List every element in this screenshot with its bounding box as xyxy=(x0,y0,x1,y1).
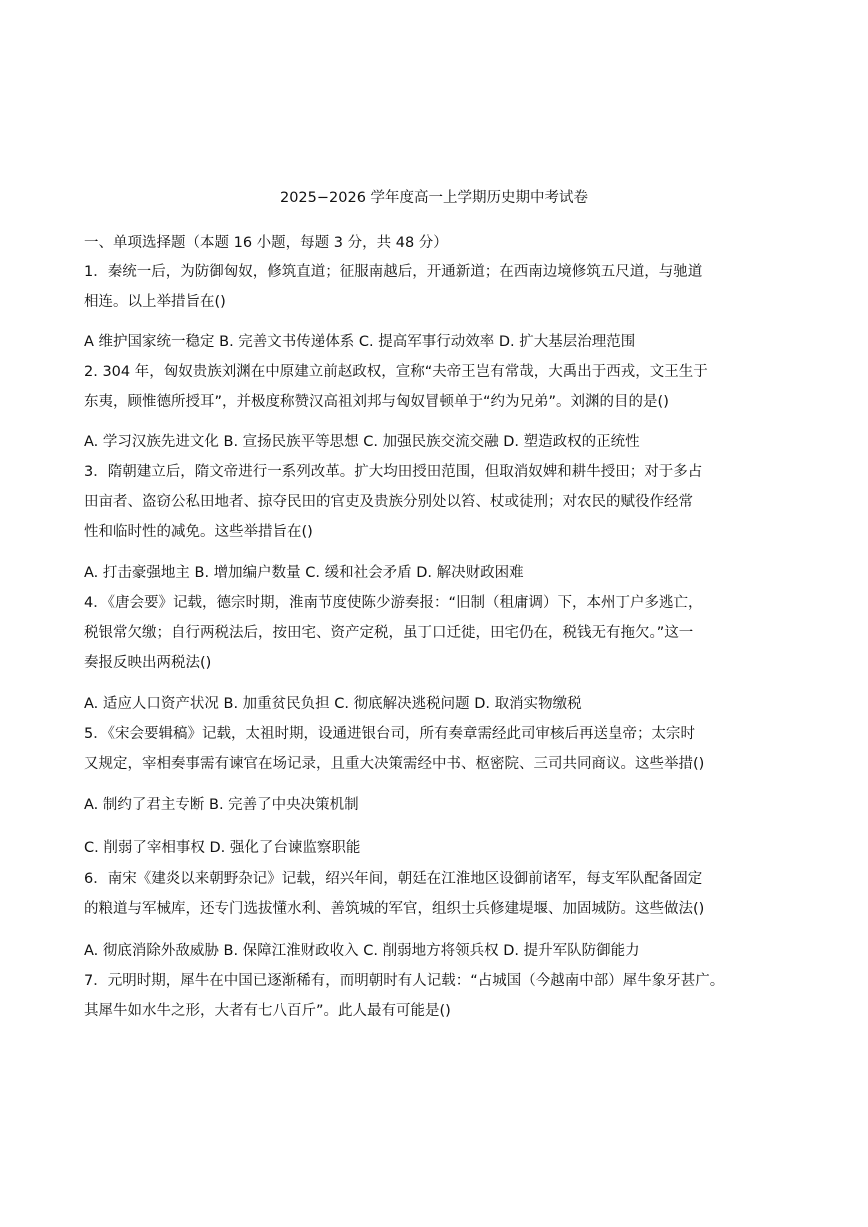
exam-title: 2025−2026 学年度高一上学期历史期中考试卷 xyxy=(279,190,589,206)
question-4-stem-line-3: 奏报反映出两税法() xyxy=(84,655,212,671)
question-5-stem-line-2: 又规定，宰相奏事需有谏官在场记录，且重大决策需经中书、枢密院、三司共同商议。这些举措() xyxy=(84,756,705,772)
question-3-stem-line-2: 田亩者、盗窃公私田地者、掠夺民田的官吏及贵族分别处以笞、杖或徒刑；对农民的赋役作经常 xyxy=(84,494,693,510)
question-3-stem-line-3: 性和临时性的减免。这些举措旨在() xyxy=(84,524,313,540)
question-4-options: A. 适应人口资产状况 B. 加重贫民负担 C. 彻底解决逃税问题 D. 取消实物缴税 xyxy=(84,696,582,712)
question-3-options: A. 打击豪强地主 B. 增加编户数量 C. 缓和社会矛盾 D. 解决财政困难 xyxy=(84,565,524,581)
question-2-stem-line-2: 东夷，顾惟德所授耳”，并极度称赞汉高祖刘邦与匈奴冒顿单于“约为兄弟”。刘渊的目的是() xyxy=(84,394,669,410)
question-5-stem-line-1: 5．《宋会要辑稿》记载，太祖时期，设通进银台司，所有奏章需经此司审核后再送皇帝；太宗时 xyxy=(84,726,695,742)
question-2-stem-line-1: 2. 304 年，匈奴贵族刘渊在中原建立前赵政权，宣称“夫帝王岂有常哉，大禹出于西戎，文王生于 xyxy=(84,364,708,380)
question-5-options-line-1: A. 制约了君主专断 B. 完善了中央决策机制 xyxy=(84,797,359,813)
question-3-stem-line-1: 3．隋朝建立后，隋文帝进行一系列改革。扩大均田授田范围，但取消奴婢和耕牛授田；对于多占 xyxy=(84,464,703,480)
question-6-options: A. 彻底消除外敌威胁 B. 保障江淮财政收入 C. 削弱地方将领兵权 D. 提升军队防御能力 xyxy=(84,943,640,959)
question-5-options-line-2: C. 削弱了宰相事权 D. 强化了台谏监察职能 xyxy=(84,840,361,856)
question-2-options: A. 学习汉族先进文化 B. 宣扬民族平等思想 C. 加强民族交流交融 D. 塑造政权的正统性 xyxy=(84,434,640,450)
question-1-options: A 维护国家统一稳定 B. 完善文书传递体系 C. 提高军事行动效率 D. 扩大基层治理范围 xyxy=(84,334,636,350)
question-4-stem-line-2: 税银常欠缴；自行两税法后，按田宅、资产定税，虽丁口迁徙，田宅仍在，税钱无有拖欠。”这一 xyxy=(84,625,694,641)
question-6-stem-line-2: 的粮道与军械库，还专门选拔懂水利、善筑城的军官，组织士兵修建堤堰、加固城防。这些做法() xyxy=(84,901,705,917)
question-4-stem-line-1: 4．《唐会要》记载，德宗时期，淮南节度使陈少游奏报：“旧制（租庸调）下，本州丁户多逃亡， xyxy=(84,595,703,611)
question-6-stem-line-1: 6．南宋《建炎以来朝野杂记》记载，绍兴年间，朝廷在江淮地区设御前诸军，每支军队配备固定 xyxy=(84,871,703,887)
question-1-stem-line-2: 相连。以上举措旨在() xyxy=(84,294,226,310)
section-heading: 一、单项选择题（本题 16 小题，每题 3 分，共 48 分） xyxy=(84,235,448,251)
question-1-stem-line-1: 1．秦统一后，为防御匈奴，修筑直道；征服南越后，开通新道；在西南边境修筑五尺道，与驰道 xyxy=(84,264,703,280)
question-7-stem-line-2: 其犀牛如水牛之形，大者有七八百斤”。此人最有可能是() xyxy=(84,1003,451,1019)
question-7-stem-line-1: 7．元明时期，犀牛在中国已逐渐稀有，而明朝时有人记载：“占城国（今越南中部）犀牛象牙甚广。 xyxy=(84,973,725,989)
